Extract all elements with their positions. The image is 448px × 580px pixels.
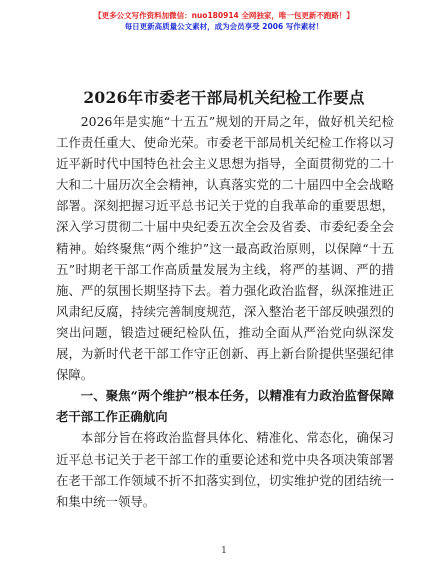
banner-promo-line: 【更多公文写作资料加微信：nuo180914 全网独家，唯一包更新不跑路！】	[94, 11, 354, 20]
header-banner	[0, 10, 448, 32]
section-heading: 一、聚焦“两个维护”根本任务，以精准有力政治监督保障老干部工作正确航向	[56, 388, 394, 425]
intro-paragraph: 2026年是实施“十五五”规划的开局之年，做好机关纪检工作责任重大、使命光荣。市委老干部局机关纪检工作将以习近平新时代中国特色社会主义思想为指导，全面贯彻党的二十大和二十届历次全会精神，认真落实党的二十届四中全会战略部署。深刻把握习近平总书记关于党的自我革命的重要思想，深入学习贯彻二十届中央纪委五次全会及省委、市委纪委全会精神。始终聚焦“两个维护”这一最高政治原则，以保障“十五五”时期老干部工作高质量发展为主线，将严的基调、严的措施、严的氛围长期坚持下去。着力强化政治监督，纵深推进正风肃纪反腐，持续完善制度规范，深入整治老干部反映强烈的突出问题，锻造过硬纪检队伍，推动全面从严治党向纵深发展，为新时代老干部工作守正创新、再上新台阶提供坚强纪律保障。	[56, 114, 394, 383]
banner-update-line: 每日更新高质量公文素材，成为会员享受 2006 写作素材！	[124, 22, 324, 31]
section-paragraph: 本部分旨在将政治监督具体化、精准化、常态化，确保习近平总书记关于老干部工作的重要论述和党中央各项决策部署在老干部工作领域不折不扣落实到位，切实维护党的团结统一和集中统一领导。	[56, 430, 394, 509]
document-title: 2026年市委老干部局机关纪检工作要点	[83, 88, 365, 107]
page-number: 1	[221, 546, 227, 556]
document-body	[56, 111, 394, 512]
